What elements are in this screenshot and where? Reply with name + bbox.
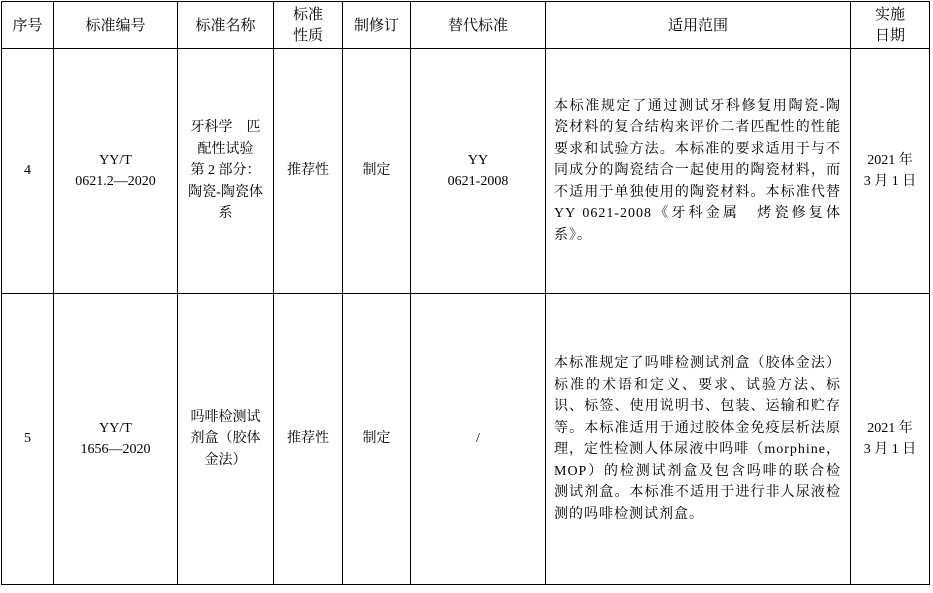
standard-name-cell: 牙科学 匹 配性试验 第 2 部分： 陶瓷-陶瓷体 系 <box>178 49 274 294</box>
table-header-row <box>2 2 930 49</box>
standard-nature-cell: 推荐性 <box>274 294 343 585</box>
scope-cell: 本标准规定了吗啡检测试剂盒（胶体金法）标准的术语和定义、要求、试验方法、标识、标签、使用说明书、包装、运输和贮存等。本标准适用于通过胶体金免疫层析法原理，定性检测人体尿液中吗啡（morphine，MOP）的检测试剂盒及包含吗啡的联合检测试剂盒。本标准不适用于进行非人尿液检测的吗啡检测试剂盒。 <box>546 294 851 585</box>
standard-code-cell: YY/T 0621.2—2020 <box>54 49 178 294</box>
serial-number-cell: 4 <box>2 49 54 294</box>
header-effective-date: 实施 日期 <box>851 2 930 49</box>
standard-name-cell: 吗啡检测试 剂盒（胶体 金法） <box>178 294 274 585</box>
standards-table <box>1 1 930 585</box>
header-serial-number: 序号 <box>2 2 54 49</box>
scope-cell: 本标准规定了通过测试牙科修复用陶瓷-陶瓷材料的复合结构来评价二者匹配性的性能要求和试验方法。本标准的要求适用于与不同成分的陶瓷结合一起使用的陶瓷材料，而不适用于单独使用的陶瓷材料。本标准代替 YY 0621-2008《牙科金属 烤瓷修复体系》。 <box>546 49 851 294</box>
effective-date-cell: 2021 年 3 月 1 日 <box>851 294 930 585</box>
table-row <box>2 49 930 294</box>
header-replaced-standard: 替代标准 <box>411 2 546 49</box>
header-standard-code: 标准编号 <box>54 2 178 49</box>
standard-nature-cell: 推荐性 <box>274 49 343 294</box>
header-standard-name: 标准名称 <box>178 2 274 49</box>
header-revision-type: 制修订 <box>343 2 411 49</box>
header-standard-nature: 标准 性质 <box>274 2 343 49</box>
effective-date-cell: 2021 年 3 月 1 日 <box>851 49 930 294</box>
standard-code-cell: YY/T 1656—2020 <box>54 294 178 585</box>
serial-number-cell: 5 <box>2 294 54 585</box>
replaced-standard-cell: YY 0621-2008 <box>411 49 546 294</box>
table-row <box>2 294 930 585</box>
header-scope: 适用范围 <box>546 2 851 49</box>
replaced-standard-cell: / <box>411 294 546 585</box>
revision-type-cell: 制定 <box>343 294 411 585</box>
revision-type-cell: 制定 <box>343 49 411 294</box>
